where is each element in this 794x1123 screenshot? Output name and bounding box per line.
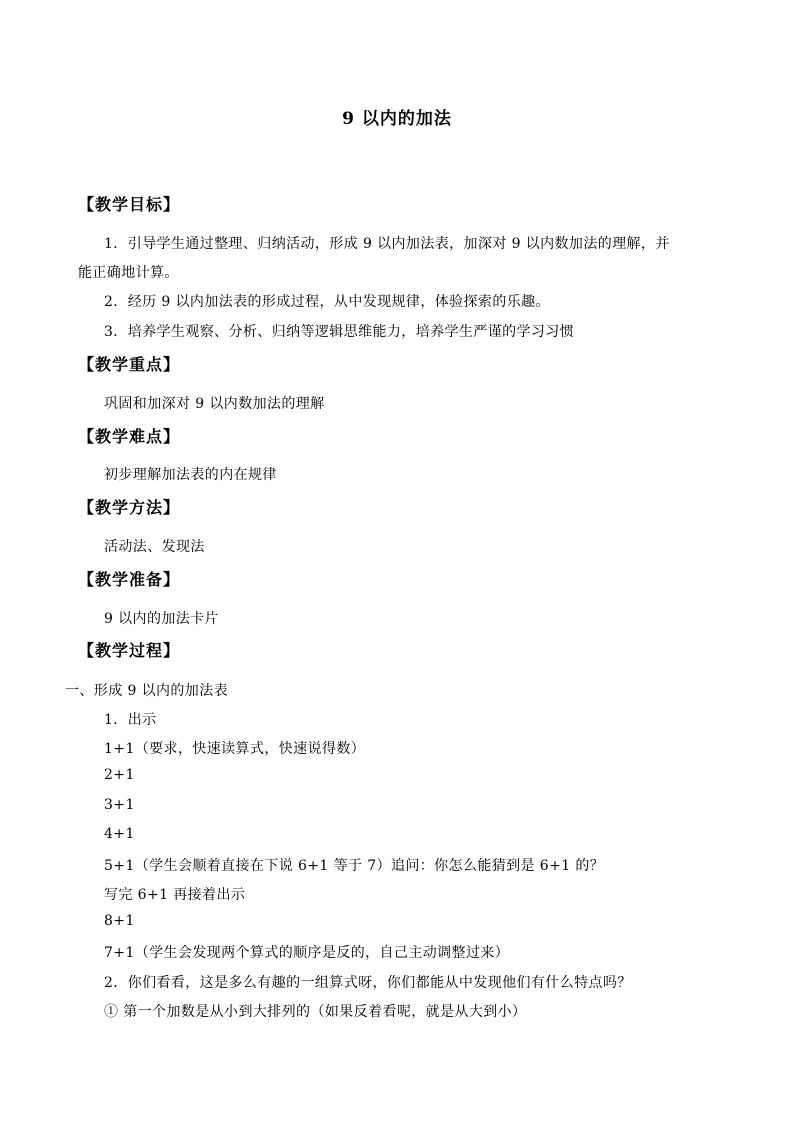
process-line: ① 第一个加数是从小到大排列的（如果反着看呢，就是从大到小） — [104, 1004, 527, 1020]
prep-text: 9 以内的加法卡片 — [104, 611, 219, 627]
method-text: 活动法、发现法 — [104, 539, 205, 555]
difficulty-text: 初步理解加法表的内在规律 — [104, 467, 277, 483]
process-line: 2+1 — [104, 767, 135, 783]
heading-teaching-method: 【教学方法】 — [78, 498, 181, 517]
heading-teaching-difficulty: 【教学难点】 — [78, 427, 181, 446]
process-line: 4+1 — [104, 826, 135, 842]
process-part-1: 一、形成 9 以内的加法表 — [65, 683, 229, 699]
focus-text: 巩固和加深对 9 以内数加法的理解 — [104, 396, 325, 412]
process-line: 5+1（学生会顺着直接在下说 6+1 等于 7）追问：你怎么能猜到是 6+1 的？ — [104, 858, 605, 874]
process-line: 1+1（要求，快速读算式，快速说得数） — [104, 741, 366, 757]
heading-teaching-prep: 【教学准备】 — [78, 570, 181, 589]
goal-line-3: 3．培养学生观察、分析、归纳等逻辑思维能力，培养学生严谨的学习习惯 — [104, 324, 575, 340]
goal-line-1: 1．引导学生通过整理、归纳活动，形成 9 以内加法表，加深对 9 以内数加法的理解，并 — [104, 236, 670, 252]
process-line: 2．你们看看，这是多么有趣的一组算式呀，你们都能从中发现他们有什么特点吗？ — [104, 975, 632, 991]
heading-teaching-process: 【教学过程】 — [78, 641, 181, 660]
process-line: 7+1（学生会发现两个算式的顺序是反的，自己主动调整过来） — [104, 945, 510, 961]
page-title: 9 以内的加法 — [342, 109, 452, 129]
goal-line-1-cont: 能正确地计算。 — [78, 265, 179, 281]
heading-teaching-goals: 【教学目标】 — [78, 195, 181, 214]
process-line: 写完 6+1 再接着出示 — [104, 887, 246, 903]
process-line: 1．出示 — [104, 712, 157, 728]
process-line: 3+1 — [104, 797, 135, 813]
goal-line-2: 2．经历 9 以内加法表的形成过程，从中发现规律，体验探索的乐趣。 — [104, 294, 550, 310]
heading-teaching-focus: 【教学重点】 — [78, 355, 181, 374]
process-line: 8+1 — [104, 913, 135, 929]
